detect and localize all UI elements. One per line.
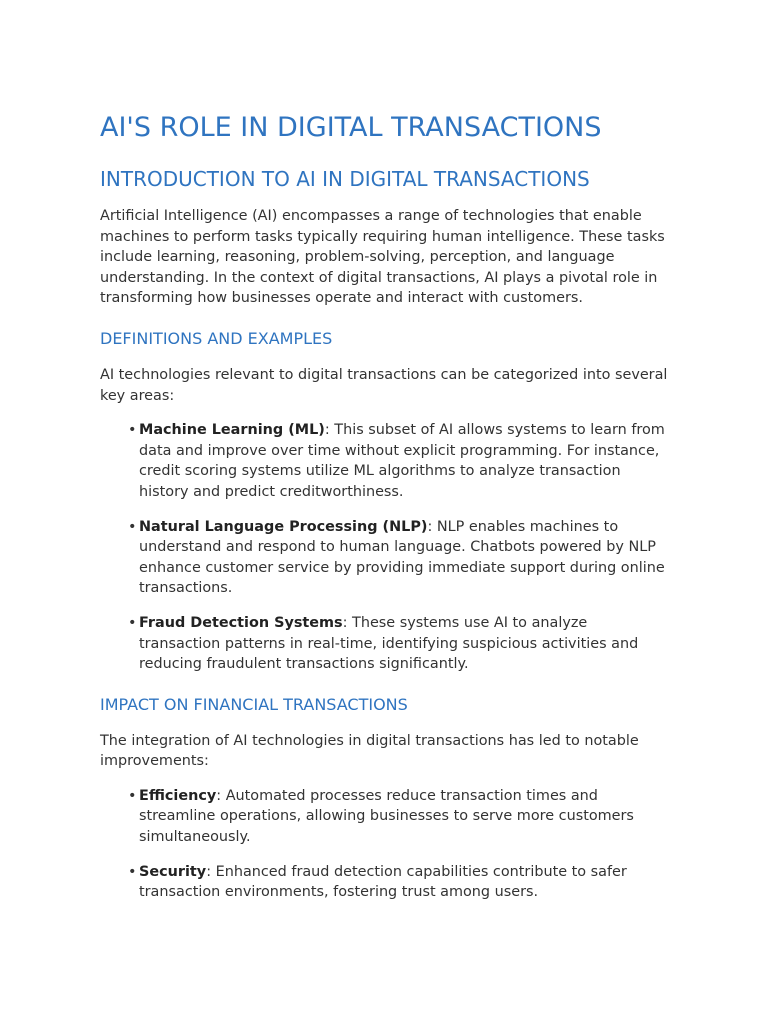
list-item <box>128 420 668 502</box>
list-item-text: : This subset of AI allows systems to learn from data and improve over time without explicit programming. For instance, credit scoring systems utilize ML algorithms to analyze transaction history and predict creditworthiness. <box>139 422 665 500</box>
page-title: AI'S ROLE IN DIGITAL TRANSACTIONS <box>100 112 602 143</box>
definitions-section <box>100 327 668 675</box>
list-item-text: : NLP enables machines to understand and respond to human language. Chatbots powered by NLP enhance customer service by providing immediate support during online transactions. <box>139 518 665 597</box>
impact-section <box>100 693 668 903</box>
list-item <box>128 517 668 599</box>
list-item <box>128 786 668 848</box>
list-item-text: : Enhanced fraud detection capabilities contribute to safer transaction environments, fostering trust among users. <box>139 863 627 901</box>
list-item-text: : Automated processes reduce transaction times and streamline operations, allowing businesses to serve more customers simultaneously. <box>139 787 634 846</box>
bullet-icon: • <box>128 422 137 439</box>
bullet-icon: • <box>128 787 137 804</box>
intro-section <box>100 164 668 309</box>
list-item-term: Security <box>139 863 207 880</box>
bullet-icon: • <box>128 518 137 535</box>
intro-paragraph: Artificial Intelligence (AI) encompasses a range of technologies that enable machines to perform tasks typically requiring human intelligence. These tasks include learning, reasoning, problem-solving, perception, and language understanding. In the context of digital transactions, AI plays a pivotal role in transforming how businesses operate and interact with customers. <box>100 208 665 307</box>
list-item-term: Natural Language Processing (NLP) <box>139 518 428 535</box>
definitions-heading: DEFINITIONS AND EXAMPLES <box>100 328 333 348</box>
list-item-term: Machine Learning (ML) <box>139 422 325 439</box>
definitions-intro: AI technologies relevant to digital transactions can be categorized into several key areas: <box>100 366 668 404</box>
intro-heading: INTRODUCTION TO AI IN DIGITAL TRANSACTIONS <box>100 167 590 191</box>
bullet-icon: • <box>128 863 137 880</box>
list-item-term: Efficiency <box>139 787 217 804</box>
list-item <box>128 613 668 675</box>
definitions-list <box>100 420 668 675</box>
list-item <box>128 862 668 903</box>
list-item-term: Fraud Detection Systems <box>139 614 343 631</box>
list-item-text: : These systems use AI to analyze transaction patterns in real-time, identifying suspicious activities and reducing fraudulent transactions significantly. <box>139 614 639 673</box>
impact-intro: The integration of AI technologies in digital transactions has led to notable improvements: <box>100 732 639 770</box>
impact-list <box>100 786 668 903</box>
impact-heading: IMPACT ON FINANCIAL TRANSACTIONS <box>100 694 408 714</box>
bullet-icon: • <box>128 614 137 631</box>
